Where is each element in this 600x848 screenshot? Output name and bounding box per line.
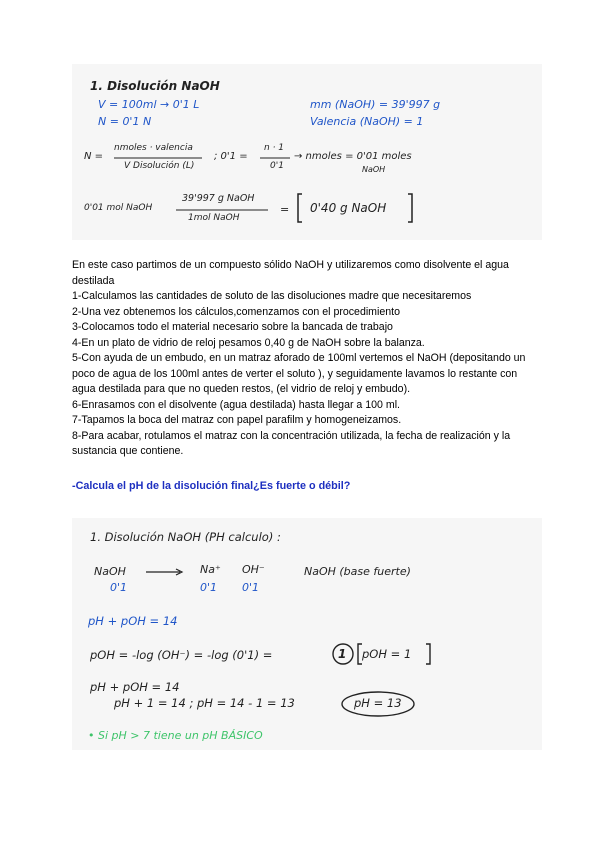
conclusion-basic: • Si pH > 7 tiene un pH BÁSICO bbox=[88, 729, 263, 742]
formula-lhs: N = bbox=[84, 151, 104, 162]
note1-volume: V = 100ml → 0'1 L bbox=[98, 98, 200, 111]
handwritten-note-naoh-calculation bbox=[72, 64, 542, 240]
note2-strokes bbox=[72, 518, 542, 750]
paragraph-intro: En este caso partimos de un compuesto sólido NaOH y utilizaremos como disolvente el agua destilada bbox=[72, 259, 509, 287]
formula2-lhs: ; 0'1 = bbox=[214, 151, 248, 162]
poh-calculation: pOH = -log (OH⁻) = -log (0'1) = bbox=[90, 648, 273, 662]
note1-strokes bbox=[72, 64, 542, 240]
formula2-subscript: NaOH bbox=[362, 165, 386, 174]
paragraph-step-8: 8-Para acabar, rotulamos el matraz con la concentración utilizada, la fecha de realización y la sustancia que contiene. bbox=[72, 429, 511, 457]
note1-molar-mass: mm (NaOH) = 39'997 g bbox=[310, 98, 441, 111]
formula-numerator: nmoles · valencia bbox=[114, 143, 193, 153]
formula2-denominator: 0'1 bbox=[270, 161, 284, 171]
paragraph-step-2: 2-Una vez obtenemos los cálculos,comenzamos con el procedimiento bbox=[72, 305, 400, 318]
paragraph-step-4: 4-En un plato de vidrio de reloj pesamos 0,40 g de NaOH sobre la balanza. bbox=[72, 336, 425, 349]
ph-result: pH = 13 bbox=[354, 696, 402, 710]
paragraph-step-7: 7-Tapamos la boca del matraz con papel parafilm y homogeneizamos. bbox=[72, 414, 402, 426]
procedure-text bbox=[72, 258, 532, 460]
note2-title: 1. Disolución NaOH (PH calculo) : bbox=[90, 530, 281, 544]
reaction-product-na: Na⁺ bbox=[200, 563, 221, 576]
paragraph-step-3: 3-Colocamos todo el material necesario sobre la bancada de trabajo bbox=[72, 321, 393, 333]
poh-circled-value: 1 bbox=[338, 647, 347, 661]
paragraph-step-6: 6-Enrasamos con el disolvente (agua destilada) hasta llegar a 100 ml. bbox=[72, 398, 401, 411]
handwritten-note-ph-calculation bbox=[72, 518, 542, 750]
question-heading: -Calcula el pH de la disolución final¿Es fuerte o débil? bbox=[72, 480, 351, 492]
conversion-numerator: 39'997 g NaOH bbox=[182, 193, 255, 204]
reaction-note: NaOH (base fuerte) bbox=[304, 565, 411, 578]
conversion-equals: = bbox=[280, 203, 290, 216]
formula2-numerator: n · 1 bbox=[264, 143, 285, 153]
reaction-reactant: NaOH bbox=[94, 565, 126, 578]
conversion-result: 0'40 g NaOH bbox=[310, 201, 387, 215]
conc-product-oh: 0'1 bbox=[242, 581, 260, 594]
formula2-rhs: → nmoles = 0'01 moles bbox=[294, 151, 412, 162]
ph-poh-sum-blue: pH + pOH = 14 bbox=[88, 614, 178, 628]
poh-boxed-result: pOH = 1 bbox=[362, 647, 412, 661]
conc-reactant: 0'1 bbox=[110, 581, 128, 594]
formula-denominator: V Disolución (L) bbox=[124, 161, 195, 171]
ph-sum: pH + pOH = 14 bbox=[90, 680, 180, 694]
conc-product-na: 0'1 bbox=[200, 581, 218, 594]
note1-title: 1. Disolución NaOH bbox=[90, 79, 220, 93]
note1-normality: N = 0'1 N bbox=[98, 115, 152, 128]
ph-calculation: pH + 1 = 14 ; pH = 14 - 1 = 13 bbox=[114, 696, 295, 710]
conversion-lhs: 0'01 mol NaOH bbox=[84, 203, 153, 213]
reaction-product-oh: OH⁻ bbox=[242, 563, 265, 576]
paragraph-step-1: 1-Calculamos las cantidades de soluto de las disoluciones madre que necesitaremos bbox=[72, 290, 472, 302]
paragraph-step-5: 5-Con ayuda de un embudo, en un matraz aforado de 100ml vertemos el NaOH (depositando un poco de agua de los 100ml antes de verter el soluto ), y seguidamente lavamos lo restante con agua destilada para que no queden restos, (el vidrio de reloj y embudo). bbox=[72, 352, 526, 395]
conversion-denominator: 1mol NaOH bbox=[188, 213, 240, 223]
note1-valence: Valencia (NaOH) = 1 bbox=[310, 115, 424, 128]
